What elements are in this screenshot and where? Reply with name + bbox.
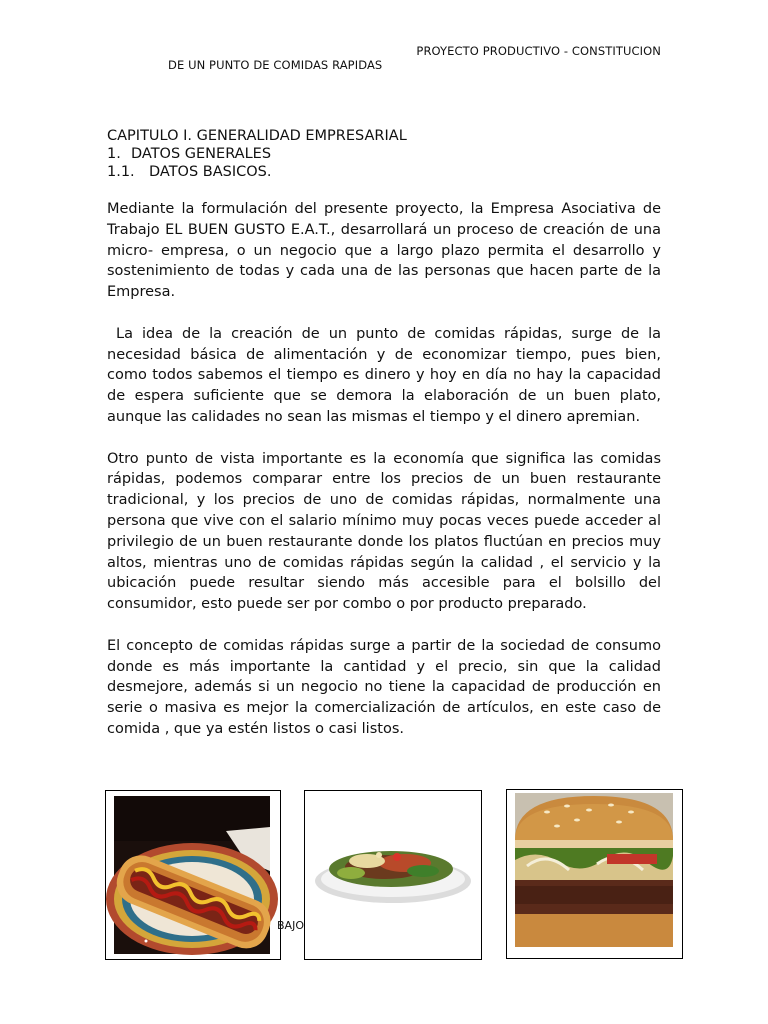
- chapter-heading: CAPITULO I. GENERALIDAD EMPRESARIAL: [107, 128, 407, 144]
- section-title: DATOS GENERALES: [131, 146, 272, 162]
- footer-text-fragment: BAJO: [277, 919, 304, 932]
- hamburger-image-frame: [506, 789, 683, 959]
- paragraph: Mediante la formulación del presente proyecto, la Empresa Asociativa de Trabajo EL BUEN GUSTO E.A.T., desarrollará un proceso de creación de una micro- empresa, o un negocio que a largo plazo permita el desarrollo y sostenimiento de todas y cada una de las personas que hacen parte de la Empresa.: [107, 201, 661, 301]
- paragraph: La idea de la creación de un punto de comidas rápidas, surge de la necesidad básica de alimentación y de economizar tiempo, pues bien, como todos sabemos el tiempo es dinero y hoy en día no hay la capacidad de espera suficiente que se demora la elaboración de un buen plato, aunque las calidades no sean las mismas el tiempo y el dinero apremian.: [107, 325, 661, 425]
- hamburger-photo: [507, 790, 682, 958]
- subsection-heading: [107, 163, 407, 181]
- body-text: [107, 199, 661, 761]
- section-number: 1.: [107, 146, 121, 162]
- subsection-number: 1.1.: [107, 164, 135, 180]
- plated-dish-image-frame: [304, 790, 482, 960]
- plated-dish-photo: [305, 791, 481, 959]
- paragraph: El concepto de comidas rápidas surge a partir de la sociedad de consumo donde es más importante la cantidad y el precio, sin que la calidad desmejore, además si un negocio no tiene la capacidad de producción en serie o masiva es mejor la comercialización de artículos, en este caso de comida , que ya estén listos o casi listos.: [107, 637, 661, 737]
- running-header-left: DE UN PUNTO DE COMIDAS RAPIDAS: [168, 58, 383, 72]
- running-header-right: PROYECTO PRODUCTIVO - CONSTITUCION: [416, 44, 661, 58]
- hot-dog-photo: [106, 791, 280, 959]
- section-heading: [107, 145, 407, 163]
- hot-dog-image-frame: [105, 790, 281, 960]
- heading-block: [107, 127, 407, 181]
- subsection-title: DATOS BASICOS.: [149, 164, 272, 180]
- paragraph: Otro punto de vista importante es la economía que significa las comidas rápidas, podemos comparar entre los precios de un buen restaurante tradicional, y los precios de uno de comidas rápidas, normalmente una persona que vive con el salario mínimo muy pocas veces puede acceder al privilegio de un buen restaurante donde los platos fluctúan en precios muy altos, mientras uno de comidas rápidas según la calidad , el servicio y la ubicación puede resultar siendo más accesible para el bolsillo del consumidor, esto puede ser por combo o por producto preparado.: [107, 450, 661, 613]
